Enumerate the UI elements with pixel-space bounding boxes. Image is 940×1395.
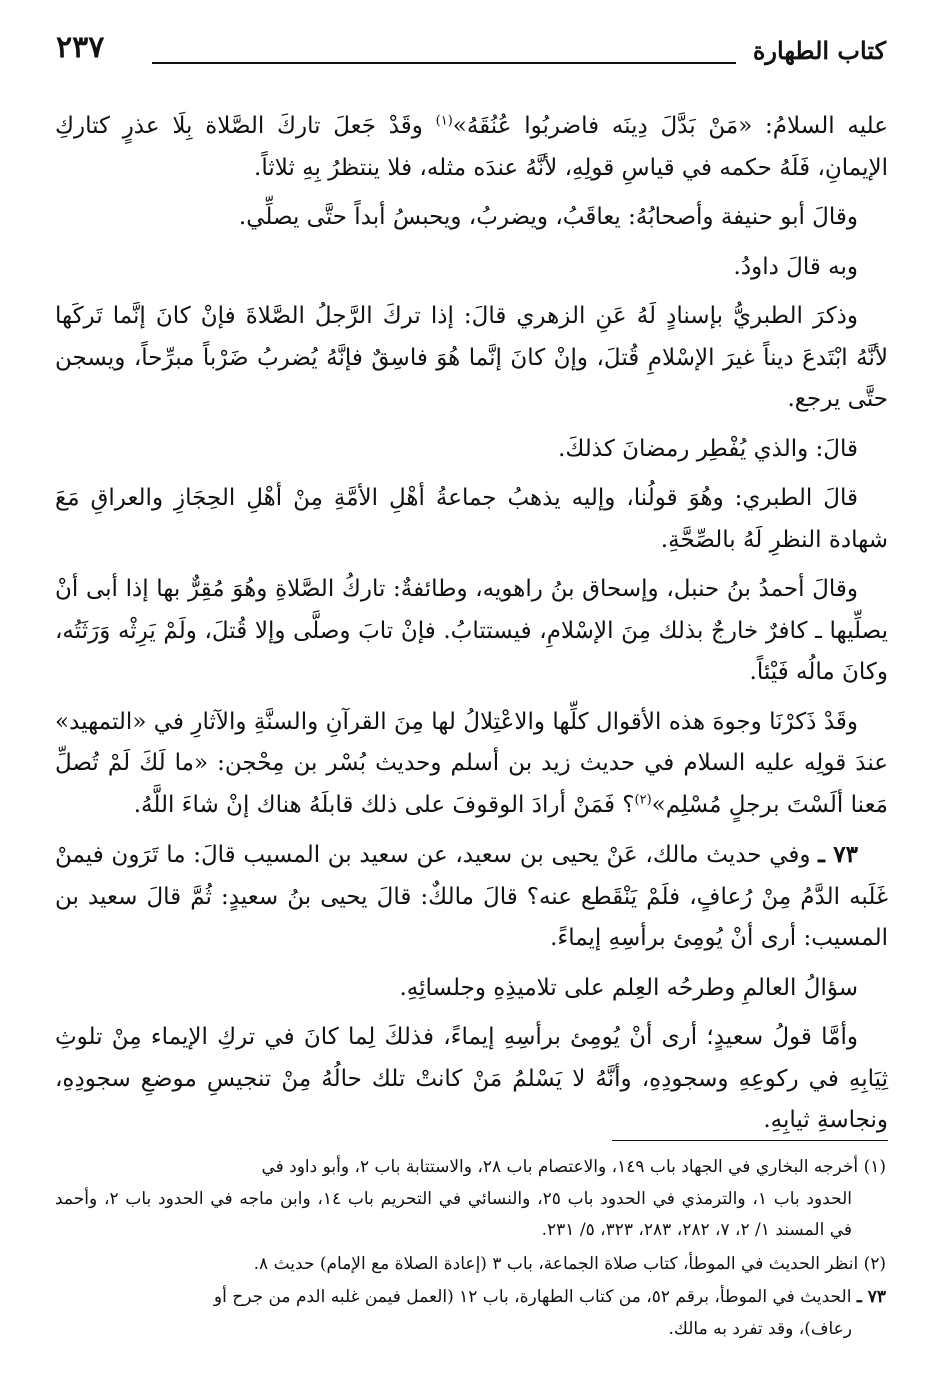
paragraph-text: ؟ فَمَنْ أرادَ الوقوفَ على ذلك قابلَهُ هناك إنْ شاءَ اللَّهُ. <box>133 791 635 818</box>
page-number: ٢٣٧ <box>56 30 105 65</box>
paragraph-10: سؤالُ العالمِ وطرحُه العِلم على تلاميذِهِ وجلسائِهِ. <box>399 974 858 1001</box>
header-rule <box>152 62 736 64</box>
paragraph-7: وقالَ أحمدُ بنُ حنبل، وإسحاق بنُ راهويه، وطائفةٌ: تاركُ الصَّلاةِ وهُوَ مُقِرٌّ بها إذا أبى أنْ يصلِّيها ـ كافرٌ خارجٌ بذلك مِنَ الإسْلامِ، فيستتابُ. فإنْ تابَ وصلَّى وإلا قُتلَ، ولَمْ يَرِثْه وَرَثَتُه، وكانَ مالُه فَيْئاً. <box>55 576 888 685</box>
paragraph-3: وبه قالَ داودُ. <box>733 253 858 280</box>
paragraph-text: وقَدْ ذَكرْنَا وجوهَ هذه الأقوال كلِّها والاعْتِلالُ لها مِنَ القرآنِ والسنَّةِ والآثارِ في «التمهيد» عندَ قولِه عليه السلام في حديث زيد بن أسلم وحديث بُسْر بن مِحْجن: «ما لَكَ لَمْ تُصلِّ مَعنا ألَسْتَ برجلٍ مُسْلِم» <box>55 708 888 818</box>
paragraph-6: قالَ الطبري: وهُوَ قولُنا، وإليه يذهبُ جماعةُ أهْلِ الأمَّةِ مِنْ أهْلِ الحِجَازِ والعراقِ مَعَ شهادة النظرِ لَهُ بالصِّحَّةِ. <box>55 485 888 553</box>
footnotes <box>55 1152 888 1347</box>
paragraph-text: وفي حديث مالك، عَنْ يحيى بن سعيد، عن سعيد بن المسيب قالَ: ما تَرَون فيمنْ غَلَبه الدَّمُ مِنْ رُعافٍ، فلَمْ يَنْقَطع عنه؟ قالَ مالكٌ: قالَ يحيى بنُ سعيدٍ: ثُمَّ قالَ سعيد بن المسيب: أرى أنْ يُومِئ برأسِهِ إيماءً. <box>55 842 888 951</box>
page-header <box>56 28 886 72</box>
paragraph-text: عليه السلامُ: «مَنْ بَدَّلَ دِينَه فاضربُوا عُنُقَهُ» <box>452 113 888 139</box>
footnote-ref-2: (٢) <box>634 791 652 807</box>
paragraph-1 <box>55 106 888 189</box>
footnote-text: أخرجه البخاري في الجهاد باب ١٤٩، والاعتصام باب ٢٨، والاستتابة باب ٢، وأبو داود في <box>261 1157 864 1177</box>
paragraph-text: وقَدْ جَعلَ تاركَ الصَّلاة بِلَا عذرٍ كتاركِ الإيمانِ، فَلَهُ حكمه في قياسِ قولِهِ، لأنَّهُ عندَه مثله، فلا ينتظرُ بِهِ ثلاثاً. <box>55 113 888 181</box>
paragraph-8 <box>55 702 888 827</box>
paragraph-5: قالَ: والذي يُفْطِر رمضانَ كذلكَ. <box>558 435 858 462</box>
footnote-3 <box>55 1282 888 1345</box>
footnote-text: الحديث في الموطأ، برقم ٥٢، من كتاب الطهارة، باب ١٢ (العمل فيمن غلبه الدم من جرح أو <box>213 1287 857 1307</box>
footnote-text: انظر الحديث في الموطأ، كتاب صلاة الجماعة، باب ٣ (إعادة الصلاة مع الإمام) حديث ٨. <box>253 1253 864 1274</box>
paragraph-11: وأمَّا قولُ سعيدٍ؛ أرى أنْ يُومِئ برأسِهِ إيماءً، فذلكَ لِما كانَ في تركِ الإيماء مِنْ تلوثِ ثِيَابِهِ في ركوعِهِ وسجودِهِ، وأنَّهُ لا يَسْلمُ مَنْ كانتْ تلك حالُهُ مِنْ تنجيسِ موضعِ سجودِهِ، ونجاسةِ ثيابِهِ. <box>55 1024 888 1133</box>
footnote-2 <box>55 1249 888 1281</box>
footnote-1 <box>55 1152 888 1247</box>
paragraph-4: وذكرَ الطبريُّ بإسنادٍ لَهُ عَنِ الزهري قالَ: إذا تركَ الرَّجلُ الصَّلاةَ فإنْ كانَ إنَّما تَركَها لأنَّهُ ابْتَدعَ ديناً غيرَ الإسْلامِ قُتلَ، وإنْ كانَ إنَّما هُوَ فاسِقٌ فإنَّهُ يُضربُ ضَرْباً مبرِّحاً، ويسجن حتَّى يرجع. <box>55 303 888 412</box>
footnote-text: الحدود باب ١، والترمذي في الحدود باب ٢٥، والنسائي في التحريم باب ١٤، وابن ماجه في الحدود باب ٢، وأحمد في المسند ١/ ٢، ٧، ٢٨٢، ٢٨٣، ٣٢٣، ٥/ ٢٣١. <box>55 1188 852 1240</box>
footnote-ref-1: (١) <box>435 113 453 129</box>
footnote-rule <box>612 1140 888 1141</box>
footnote-mark: (٢) <box>863 1253 886 1274</box>
main-text <box>55 106 888 1150</box>
footnote-mark: (١) <box>863 1157 886 1177</box>
hadith-paragraph <box>55 834 888 960</box>
running-title: كتاب الطهارة <box>752 36 886 65</box>
footnote-text: رعاف)، وقد تفرد به مالك. <box>668 1318 852 1339</box>
paragraph-2: وقالَ أبو حنيفة وأصحابُهُ: يعاقَبُ، ويضربُ، ويحبسُ أبداً حتَّى يصلِّي. <box>238 204 858 230</box>
hadith-number: ٧٣ ـ <box>818 841 858 868</box>
footnote-mark: ٧٣ ـ <box>856 1287 886 1307</box>
